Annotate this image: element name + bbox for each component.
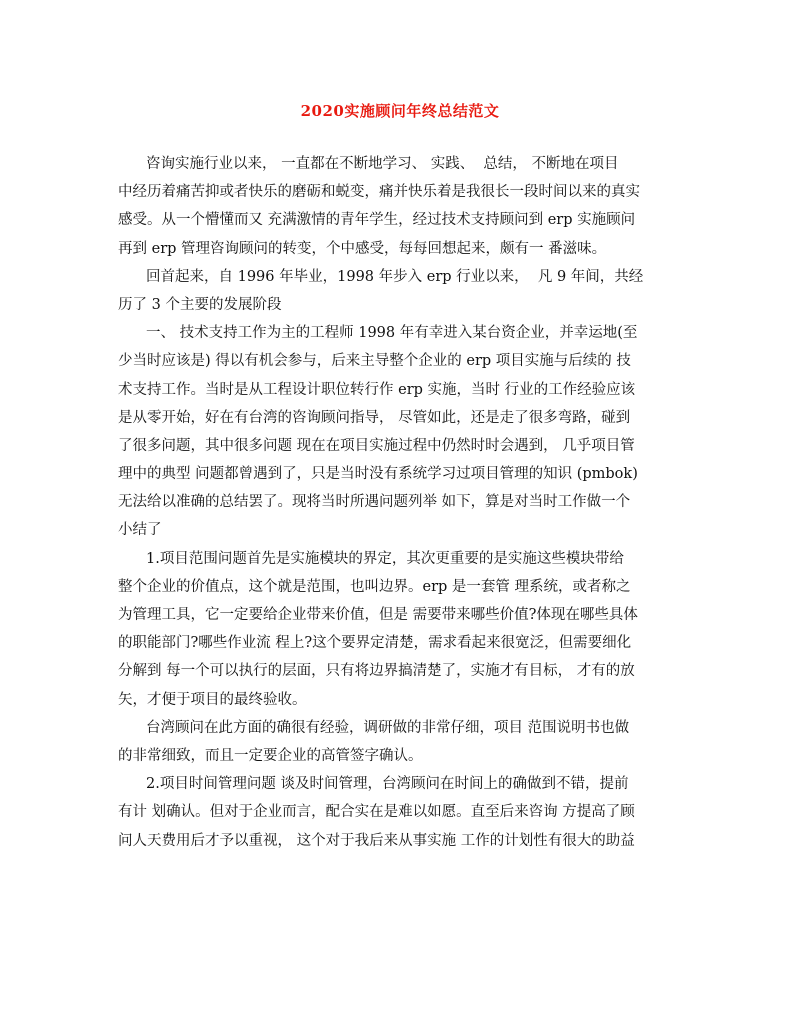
paragraph-line: 术支持工作。当时是从工程设计职位转行作 erp 实施，当时 行业的工作经验应该 bbox=[118, 381, 636, 398]
paragraph-line: 问人天费用后才予以重视， 这个对于我后来从事实施 工作的计划性有很大的助益 bbox=[118, 832, 635, 849]
paragraph-line: 矢，才便于项目的最终验收。 bbox=[118, 691, 307, 708]
paragraph-line: 整个企业的价值点，这个就是范围，也叫边界。erp 是一套管 理系统，或者称之 bbox=[118, 578, 631, 595]
paragraph-line: 再到 erp 管理咨询顾问的转变，个中感受，每每回想起来，颇有一 番滋味。 bbox=[118, 240, 607, 257]
paragraph-line: 是从零开始，好在有台湾的咨询顾问指导， 尽管如此，还是走了很多弯路，碰到 bbox=[118, 409, 631, 426]
document-title: 2020实施顾问年终总结范文 bbox=[300, 102, 500, 120]
paragraph-first-line: 2.项目时间管理问题 谈及时间管理，台湾顾问在时间上的确做到不错，提前 bbox=[146, 776, 629, 793]
paragraph-line: 的非常细致，而且一定要企业的高管签字确认。 bbox=[118, 747, 423, 764]
paragraph-first-line: 咨询实施行业以来， 一直都在不断地学习、 实践、 总结， 不断地在项目 bbox=[146, 156, 619, 172]
paragraph-line: 中经历着痛苦抑或者快乐的磨砺和蜕变，痛并快乐着是我很长一段时间以来的真实 bbox=[118, 184, 640, 201]
paragraph-line: 了很多问题，其中很多问题 现在在项目实施过程中仍然时时会遇到， 几乎项目管 bbox=[118, 437, 635, 454]
paragraph-line: 无法给以准确的总结罢了。现将当时所遇问题列举 如下，算是对当时工作做一个 bbox=[118, 494, 631, 511]
paragraph-line: 为管理工具，它一定要给企业带来价值，但是 需要带来哪些价值?体现在哪些具体 bbox=[118, 607, 638, 623]
document-body bbox=[118, 150, 684, 855]
paragraph-line: 理中的典型 问题都曾遇到了，只是当时没有系统学习过项目管理的知识 (pmbok) bbox=[118, 466, 638, 483]
paragraph-first-line: 回首起来，自 1996 年毕业，1998 年步入 erp 行业以来， 凡 9 年间，共经 bbox=[146, 268, 644, 285]
paragraph-line: 历了 3 个主要的发展阶段 bbox=[118, 296, 282, 313]
paragraph-first-line: 1.项目范围问题首先是实施模块的界定，其次更重要的是实施这些模块带给 bbox=[146, 550, 624, 567]
paragraph-line: 的职能部门?哪些作业流 程上?这个要界定清楚，需求看起来很宽泛，但需要细化 bbox=[118, 635, 632, 652]
paragraph-first-line: 台湾顾问在此方面的确很有经验，调研做的非常仔细，项目 范围说明书也做 bbox=[146, 719, 630, 736]
paragraph-line: 少当时应该是) 得以有机会参与，后来主导整个企业的 erp 项目实施与后续的 技 bbox=[118, 353, 631, 370]
paragraph-first-line: 一、 技术支持工作为主的工程师 1998 年有幸进入某台资企业，并幸运地(至 bbox=[146, 325, 638, 342]
paragraph-line: 小结了 bbox=[118, 522, 162, 539]
paragraph-line: 有计 划确认。但对于企业而言，配合实在是难以如愿。直至后来咨询 方提高了顾 bbox=[118, 804, 635, 821]
paragraph-line: 感受。从一个懵懂而又 充满激情的青年学生，经过技术支持顾问到 erp 实施顾问 bbox=[118, 212, 636, 229]
paragraph-line: 分解到 每一个可以执行的层面，只有将边界搞清楚了，实施才有目标， 才有的放 bbox=[118, 663, 635, 680]
